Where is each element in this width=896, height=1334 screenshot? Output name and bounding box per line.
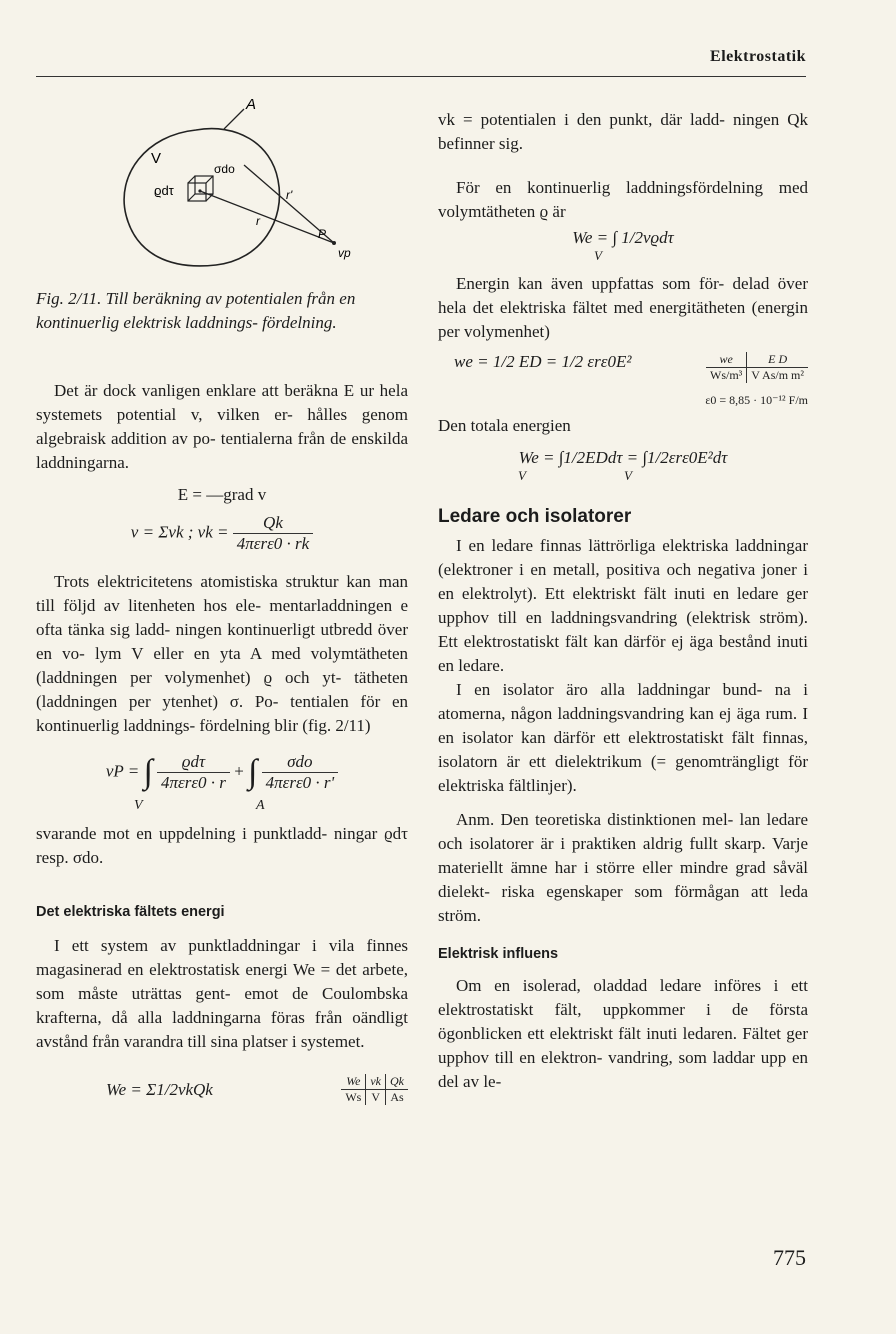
formula-energy-density: we = 1/2 ED = 1/2 εrε0E² we E D Ws/m³ V As/m m²	[438, 352, 808, 383]
paragraph: Om en isolerad, oladdad ledare införes i ett elektrostatiskt fält, uppkommer i de första ögonblicken ett elektriskt fält inuti ledaren. Fältet ger upphov till en elektron- vandring, som laddar upp en del av le-	[438, 976, 808, 1091]
label-v: V	[151, 150, 162, 167]
integral-sign: ∫	[248, 753, 258, 791]
header-rule	[36, 76, 806, 77]
figure-caption: Fig. 2/11. Till beräkning av potentialen från en kontinuerlig elektrisk laddnings- fördelning.	[36, 289, 356, 332]
formula-energy-sum: We = Σ1/2vkQk We vk Qk Ws V As	[36, 1074, 408, 1105]
label-p: P	[318, 227, 327, 241]
point-p	[332, 241, 336, 245]
paragraph: I en isolator äro alla laddningar bund- na i atomerna, någon laddningsvandring kan ej äga rum. I en isolator kan därför ett elektrostatiskt fält finnas, isolatorn är ett dielektrikum (= genomträngligt för elektriska fältlinjer).	[438, 680, 808, 795]
paragraph: Trots elektricitetens atomistiska struktur kan man till följd av litenheten hos ele- mentarladdningen e ofta tänka sig ladd- ningen kontinuerligt utbredd över en vo- lym V eller en yta A med volymtätheten (laddningen per volymenhet) ϱ och yt- tätheten (laddningen per ytenhet) σ. Po- tentialen för en kontinuerlig laddnings- fördelning blir (fig. 2/11)	[36, 572, 408, 735]
paragraph: Det är dock vanligen enklare att beräkna E ur hela systemets potential v, vilken er- hålles genom algebraisk addition av po- tentialerna från de enskilda laddningarna.	[36, 381, 408, 472]
page-number: 775	[773, 1245, 806, 1270]
paragraph: vk = potentialen i den punkt, där ladd- ningen Qk befinner sig.	[438, 110, 808, 153]
section-heading: Ledare och isolatorer	[438, 506, 632, 527]
figure-diagram	[96, 95, 396, 275]
subsection-heading: Elektrisk influens	[438, 946, 559, 962]
volume-outline	[124, 129, 279, 266]
right-column	[438, 108, 808, 1094]
paragraph: I en ledare finnas lättrörliga elektriska laddningar (elektroner i en metall, positiva och negativa joner i en elektrolyt). Ett elektriskt fält inuti en ledare ger upphov till en laddningsvandring (elektrisk ström). Ett elektrostatiskt fält kan därför ej äga bestånd inuti en ledare.	[438, 536, 808, 675]
fraction: $\frac{Qk}{\text{4πεrε0 · rk}}$	[233, 513, 313, 554]
label-rho-dtau: ϱdτ	[154, 183, 174, 198]
formula-potential-integral: vP = ∫ $\frac{\text{ϱdτ}}{\text{4πεrε0 · r}}$ + ∫ $\frac{\text{σdo}}{\text{4πεrε0 · r'}}$ V A	[36, 752, 408, 818]
formula-energy-integral: We = ∫ 1/2vϱdτ V	[572, 228, 674, 263]
label-vp: vp	[338, 246, 351, 260]
formula-e-grad: E = —grad v	[177, 485, 267, 504]
volume-element-cube	[188, 176, 213, 201]
label-r-prime: r'	[286, 188, 293, 202]
unit-table: We vk Qk Ws V As	[341, 1074, 408, 1105]
formula-total-energy: We = ∫1/2EDdτ = ∫1/2εrε0E²dτ V V	[518, 448, 728, 483]
paragraph: I ett system av punktladdningar i vila finnes magasinerad en elektrostatisk energi We = det arbete, som måste uträttas gent- emot de Coulombska krafterna, då alla laddningarna föras från oändligt avstånd från varandra till sina platser i systemet.	[36, 936, 408, 1051]
permittivity-constant: ε0 = 8,85 · 10⁻¹² F/m	[705, 393, 808, 407]
label-a-leader	[224, 109, 244, 129]
subsection-heading: Det elektriska fältets energi	[36, 904, 225, 920]
paragraph: Anm. Den teoretiska distinktionen mel- lan ledare och isolatorer är i praktiken aldrig fullt skarp. Varje materiellt ämne har i större eller mindre grad såväl dielekt- riska egenskaper som förmågan att leda ström.	[438, 810, 808, 925]
label-sigma-do: σdo	[214, 162, 235, 176]
label-r: r	[256, 214, 260, 228]
unit-table: we E D Ws/m³ V As/m m²	[706, 352, 808, 383]
left-column	[36, 95, 408, 1105]
paragraph: För en kontinuerlig laddningsfördelning med volymtätheten ϱ är	[438, 178, 808, 221]
paragraph: svarande mot en uppdelning i punktladd- ningar ϱdτ resp. σdo.	[36, 824, 408, 867]
paragraph: Energin kan även uppfattas som för- delad över hela det elektriska fältet med energitätheten (energin per volymenhet)	[438, 274, 808, 341]
integral-sign: ∫	[143, 753, 153, 791]
formula-potential-sum: v = Σvk ; vk = $\frac{Qk}{\text{4πεrε0 · rk}}$	[36, 513, 408, 554]
label-a: A	[246, 96, 257, 113]
running-header: Elektrostatik	[710, 48, 806, 65]
paragraph: Den totala energien	[438, 416, 571, 435]
